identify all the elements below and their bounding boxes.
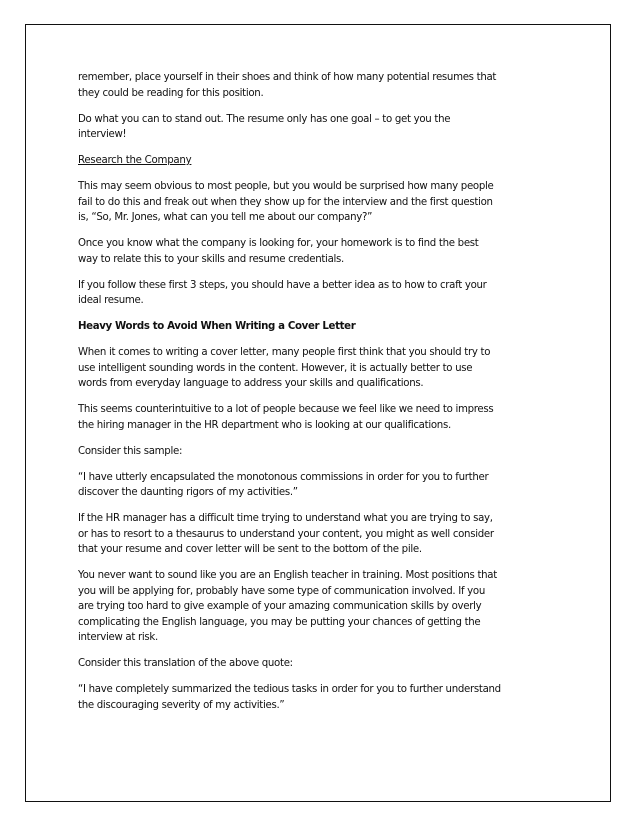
paragraph-continuation: remember, place yourself in their shoes and think of how many potential resumes that they could be reading for this position. [78, 72, 497, 99]
paragraph-cover-letter-intro: When it comes to writing a cover letter, many people first think that you should try to use intelligent sounding words in the content. However, it is actually better to use words from everyday language to address your skills and qualifications. [78, 347, 491, 389]
paragraph-homework: Once you know what the company is looking for, your homework is to find the best way to relate this to your skills and resume credentials. [78, 238, 479, 265]
paragraph-consider-sample: Consider this sample: [78, 445, 183, 457]
paragraph-english-teacher: You never want to sound like you are an English teacher in training. Most positions that you will be applying for, probably have some type of communication involved. If you are trying too hard to give example of your amazing communication skills by overly complicating the English language, you may be putting your chances of getting the interview at risk. [78, 570, 497, 643]
paragraph-three-steps: If you follow these first 3 steps, you should have a better idea as to how to craft your ideal resume. [78, 279, 487, 306]
paragraph-counterintuitive: This seems counterintuitive to a lot of people because we feel like we need to impress the hiring manager in the HR department who is looking at our qualifications. [78, 404, 494, 431]
subheading-research-company: Research the Company [78, 155, 192, 166]
paragraph-consider-translation: Consider this translation of the above quote: [78, 658, 293, 669]
paragraph-stand-out: Do what you can to stand out. The resume only has one goal – to get you the interview! [78, 113, 451, 140]
quote-translation: “I have completely summarized the tedious tasks in order for you to further understand the discouraging severity of my activities.” [78, 684, 501, 711]
paragraph-obvious: This may seem obvious to most people, but you would be surprised how many people fail to do this and freak out when they show up for the interview and the first question is, “So, Mr. Jones, what can you tell me about our company?” [78, 181, 494, 223]
quote-sample: “I have utterly encapsulated the monotonous commissions in order for you to further discover the daunting rigors of my activities.” [78, 471, 489, 498]
heading-heavy-words: Heavy Words to Avoid When Writing a Cover Letter [78, 321, 356, 332]
paragraph-hr-manager: If the HR manager has a difficult time trying to understand what you are trying to say, or has to resort to a thesaurus to understand your content, you might as well consider that your resume and cover letter will be sent to the bottom of the pile. [78, 513, 494, 555]
document-body [78, 70, 560, 724]
